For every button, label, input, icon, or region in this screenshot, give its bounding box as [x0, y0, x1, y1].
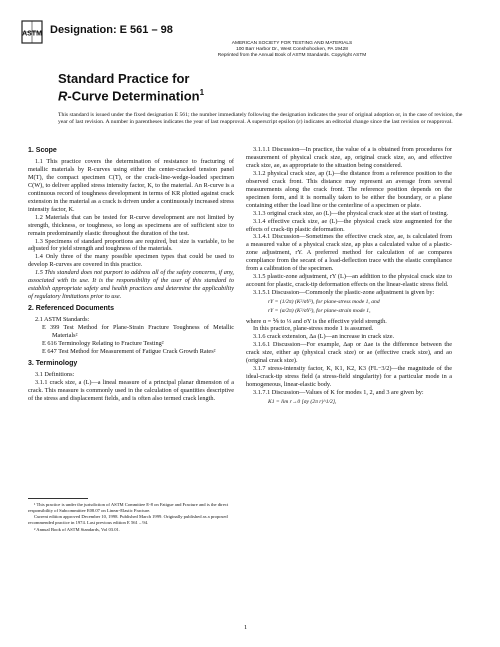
astm-logo	[21, 20, 43, 44]
section-heading-terminology: 3. Terminology	[28, 359, 78, 367]
equation-plane-stress: rY = (1/2π) (K²/σY²), for plane-stress mode 1, and	[268, 299, 380, 306]
paragraph: 3.1.5 plastic-zone adjustment, rY (L)—an addition to the physical crack size to account for plastic, crack-tip deformation effects on the linear-elastic stress field.	[246, 273, 452, 289]
section-heading-scope: 1. Scope	[28, 147, 57, 154]
document-title	[58, 72, 204, 103]
footnote: Current edition approved December 10, 1998. Published March 1999. Originally published as a proposed recommended practice in 1974. Last previous edition E 561 – 94.	[28, 514, 228, 526]
title-line-1: Standard Practice for	[58, 71, 190, 86]
footnote: ² Annual Book of ASTM Standards, Vol 03.01.	[34, 526, 120, 532]
left-column	[28, 146, 234, 403]
svg-text:ASTM: ASTM	[22, 30, 42, 38]
reference-item: E 399 Test Method for Plane-Strain Fracture Toughness of Metallic Materials²	[42, 324, 234, 340]
designation: Designation: E 561 – 98	[50, 24, 173, 36]
title-footnote-mark: 1	[199, 88, 205, 97]
paragraph: 3.1 Definitions:	[35, 370, 75, 378]
reference-item: E 647 Test Method for Measurement of Fatigue Crack Growth Rates²	[42, 347, 216, 355]
publisher-line: 100 Barr Harbor Dr., West Conshohocken, PA 19428	[236, 46, 348, 52]
paragraph: 3.1.1 crack size, a (L)—a lineal measure of a principal planar dimension of a crack. This measure is commonly used in the calculation of quantities descriptive of the stress and displacement fields, and is often also termed crack length.	[28, 378, 234, 402]
paragraph: where α = ⅙ to ⅓ and σY is the effective yield strength.	[246, 317, 387, 325]
equation-k1: K1 = lim r→0 [σy (2π r)^1/2],	[268, 399, 337, 406]
footnote-rule	[28, 498, 88, 499]
footnote: ¹ This practice is under the jurisdiction of ASTM Committee E-8 on Fatigue and Fracture and is the direct responsibility of Subcommittee E08.07 on Linear-Elastic Fracture.	[28, 502, 229, 513]
paragraph: 3.1.7 stress-intensity factor, K, K1, K2, K3 (FL−3/2)—the magnitude of the ideal-crack-tip stress field (a stress-field singularity) for a particular mode in a homogeneous, linear-elastic body.	[246, 365, 452, 389]
paragraph: 2.1 ASTM Standards:	[35, 316, 90, 324]
paragraph: 3.1.7.1 Discussion—Values of K for modes 1, 2, and 3 are given by:	[253, 389, 424, 397]
paragraph: 3.1.6.1 Discussion—For example, Δap or Δae is the difference between the crack size, either ap (physical crack size) or ae (effective crack size), and ao (original crack size).	[246, 341, 452, 365]
reference-item: E 616 Terminology Relating to Fracture Testing²	[42, 340, 164, 348]
paragraph: 3.1.6 crack extension, Δa (L)—an increase in crack size.	[253, 333, 395, 341]
footnotes	[28, 502, 234, 534]
paragraph: 1.1 This practice covers the determination of resistance to fracturing of metallic materials by R-curves using either the center-cracked tension panel M(T), the compact specimen C(T), or the crack-line-wedge-loaded specimen C(W), to deliver applied stress intensity factor, K, to the material. An R-curve is a continuous record of toughness development in terms of KR plotted against crack extension in the material as a crack is driven under a continuously increased stress intensity factor, K.	[28, 158, 234, 213]
paragraph: 1.3 Specimens of standard proportions are required, but size is variable, to be adjusted for yield strength and toughness of the materials.	[28, 237, 234, 253]
paragraph: 3.1.4 effective crack size, ae (L)—the physical crack size augmented for the effects of crack-tip plastic deformation.	[246, 217, 452, 233]
paragraph: 3.1.1.1 Discussion—In practice, the value of a is obtained from procedures for measurement of physical crack size, ap, original crack size, ao, and effective crack size, ae, as appropriate to the situation being considered.	[246, 146, 452, 169]
title-r: R	[58, 88, 68, 104]
section-heading-referenced-documents: 2. Referenced Documents	[28, 305, 114, 313]
equation-plane-strain: rY = (α/2π) (K²/σY²), for plane-strain mode 1,	[268, 308, 371, 315]
title-rest: -Curve Determination	[67, 88, 200, 104]
paragraph: 3.1.4.1 Discussion—Sometimes the effective crack size, ae, is calculated from a measured value of a physical crack size, ap plus a calculated value of a plastic-zone adjustment, rY. A preferred method for calculation of ae compares compliance from the secant of a load-deflection trace with the elastic compliance from a calibration of the specimen.	[246, 233, 452, 273]
paragraph: 3.1.5.1 Discussion—Commonly the plastic-zone adjustment is given by:	[253, 289, 435, 297]
right-column	[246, 146, 452, 408]
paragraph: 1.2 Materials that can be tested for R-curve development are not limited by strength, thickness, or toughness, so long as specimens are of sufficient size to remain predominantly elastic throughout the duration of the test.	[28, 213, 234, 237]
paragraph: 1.4 Only three of the many possible specimen types that could be used to develop R-curves are covered in this practice.	[28, 253, 234, 269]
issue-note: This standard is issued under the fixed designation E 561; the number immediately following the designation indicates the year of original adoption or, in the case of revision, the year of last revision. A number in parentheses indicates the year of last reapproval. A superscript epsilon (ε) indicates an editorial change since the last revision or reapproval.	[58, 112, 463, 125]
publisher-line: AMERICAN SOCIETY FOR TESTING AND MATERIALS	[231, 41, 353, 46]
title-line-2	[58, 86, 204, 103]
paragraph: 3.1.2 physical crack size, ap (L)—the distance from a reference position to the observed crack front. This distance may represent an average from several measurements along the crack front. The reference position depends on the specimen form, and it is normally taken to be either the boundary, or a plane containing either the load line or the centerline of a specimen or plate.	[246, 169, 452, 209]
paragraph-safety: 1.5 This standard does not purport to address all of the safety concerns, if any, associated with its use. It is the responsibility of the user of this standard to establish appropriate safety and health practices and determine the applicability of regulatory limitations prior to use.	[28, 269, 234, 301]
publisher-line: Reprinted from the Annual Book of ASTM Standards. Copyright ASTM	[217, 52, 367, 58]
paragraph: In this practice, plane-stress mode 1 is assumed.	[253, 325, 374, 333]
page-number: 1	[244, 624, 248, 631]
paragraph: 3.1.3 original crack size, ao (L)—the physical crack size at the start of testing.	[253, 209, 449, 217]
publisher-block	[182, 41, 402, 58]
